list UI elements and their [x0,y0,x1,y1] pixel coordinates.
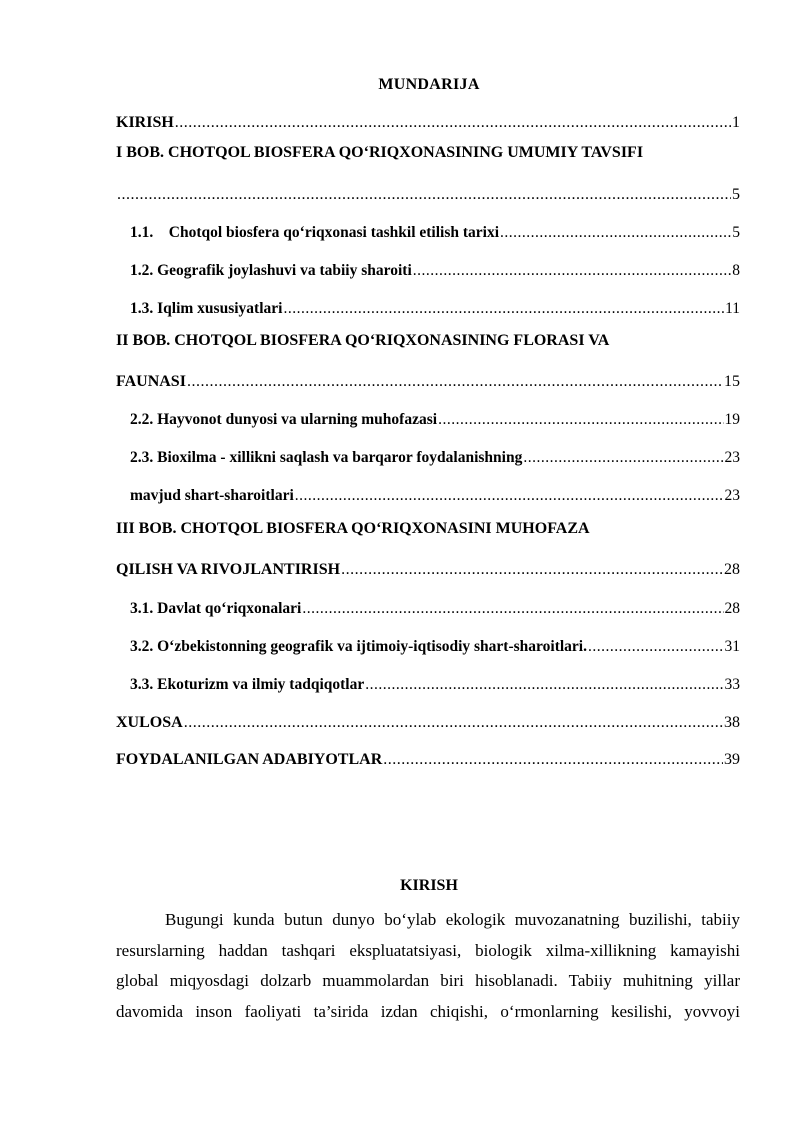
toc-entry-3-1[interactable] [130,594,740,618]
toc-entry-text: I BOB. CHOTQOL BIOSFERA QO‘RIQXONASINING UMUMIY TAVSIFI [116,144,644,161]
toc-entry-page: 23 [724,449,740,466]
toc-entry-page: 5 [732,224,740,241]
toc-leader-dots [117,186,731,204]
toc-entry-page: 15 [724,373,740,390]
toc-leader-dots [175,114,731,132]
toc-entry-page: 28 [724,561,740,578]
toc-leader-dots [383,751,723,769]
toc-entry-chapter-2[interactable] [116,332,740,356]
toc-leader-dots [438,411,723,429]
paragraph-line: resurslarning haddan tashqari ekspluatatsiyasi, biologik xilma-xillikning kamayishi [116,940,740,960]
toc-entry-text: 1.2. Geografik joylashuvi va tabiiy sharoiti [130,262,412,279]
paragraph-line: davomida inson faoliyati ta’sirida izdan chiqishi, o‘rmonlarning kesilishi, yovvoyi [116,1001,740,1021]
toc-leader-dots [302,600,723,618]
toc-entry-page: 11 [725,300,740,317]
toc-entry-3-2[interactable] [130,632,740,656]
toc-entry-text: 1.1. Chotqol biosfera qo‘riqxonasi tashkil etilish tarixi [130,224,500,241]
toc-leader-dots [523,449,723,467]
toc-entry-page: 23 [724,487,740,504]
toc-entry-2-2[interactable] [130,405,740,429]
toc-leader-dots [295,487,724,505]
toc-leader-dots [187,373,723,391]
toc-leader-dots [588,638,724,656]
toc-entry-page: 38 [724,714,740,731]
toc-entry-page: 19 [724,411,740,428]
toc-entry-text: 2.3. Bioxilma - xillikni saqlash va barqaror foydalanishning [130,449,523,466]
toc-entry-chapter-3[interactable] [116,520,740,544]
toc-entry-text: III BOB. CHOTQOL BIOSFERA QO‘RIQXONASINI MUHOFAZA [116,520,590,537]
toc-entry-1-3[interactable] [130,294,740,318]
toc-entry-kirish[interactable] [116,108,740,132]
toc-leader-dots [184,714,723,732]
toc-entry-page: 5 [732,186,740,203]
toc-entry-1-1[interactable] [130,218,740,242]
toc-entry-text: QILISH VA RIVOJLANTIRISH [116,561,341,578]
toc-entry-page: 33 [724,676,740,693]
toc-entry-chapter-2-cont[interactable] [116,367,740,391]
toc-leader-dots [500,224,731,242]
toc-entry-text: 3.1. Davlat qo‘riqxonalari [130,600,302,617]
toc-entry-page: 1 [732,114,740,131]
toc-entry-text: FOYDALANILGAN ADABIYOTLAR [116,751,383,768]
toc-entry-page: 39 [724,751,740,768]
toc-leader-dots [413,262,732,280]
section-heading-kirish: KIRISH [400,877,458,894]
paragraph-line: Bugungi kunda butun dunyo bo‘ylab ekologik muvozanatning buzilishi, tabiiy [165,910,740,929]
toc-entry-3-3[interactable] [130,670,740,694]
toc-leader-dots [283,300,724,318]
toc-entry-text: II BOB. CHOTQOL BIOSFERA QO‘RIQXONASINING FLORASI VA [116,332,610,349]
toc-entry-text: 3.2. O‘zbekistonning geografik va ijtimoiy-iqtisodiy shart-sharoitlari. [130,638,587,655]
toc-entry-2-3[interactable] [130,443,740,467]
toc-entry-adabiyotlar[interactable] [116,745,740,769]
paragraph-line: global miqyosdagi dolzarb muammolardan biri hisoblanadi. Tabiiy muhitning yillar [116,971,740,990]
toc-leader-dots [365,676,723,694]
toc-entry-chapter-3-cont[interactable] [116,555,740,579]
toc-entry-text: XULOSA [116,714,183,731]
toc-entry-chapter-1-cont[interactable] [116,180,740,204]
intro-paragraph [116,905,740,1027]
toc-title: MUNDARIJA [378,76,480,93]
toc-entry-chapter-1[interactable] [116,144,740,168]
toc-entry-2-3-cont[interactable] [130,481,740,505]
toc-leader-dots [341,561,723,579]
toc-entry-text: 1.3. Iqlim xususiyatlari [130,300,283,317]
toc-entry-text: KIRISH [116,114,174,131]
toc-entry-text: 3.3. Ekoturizm va ilmiy tadqiqotlar [130,676,365,693]
toc-entry-1-2[interactable] [130,256,740,280]
toc-entry-text: mavjud shart-sharoitlari [130,487,294,504]
toc-entry-text: 2.2. Hayvonot dunyosi va ularning muhofazasi [130,411,438,428]
toc-entry-page: 31 [724,638,740,655]
toc-entry-page: 28 [724,600,740,617]
toc-entry-page: 8 [732,262,740,279]
toc-entry-text: FAUNASI [116,373,186,390]
toc-entry-xulosa[interactable] [116,708,740,732]
